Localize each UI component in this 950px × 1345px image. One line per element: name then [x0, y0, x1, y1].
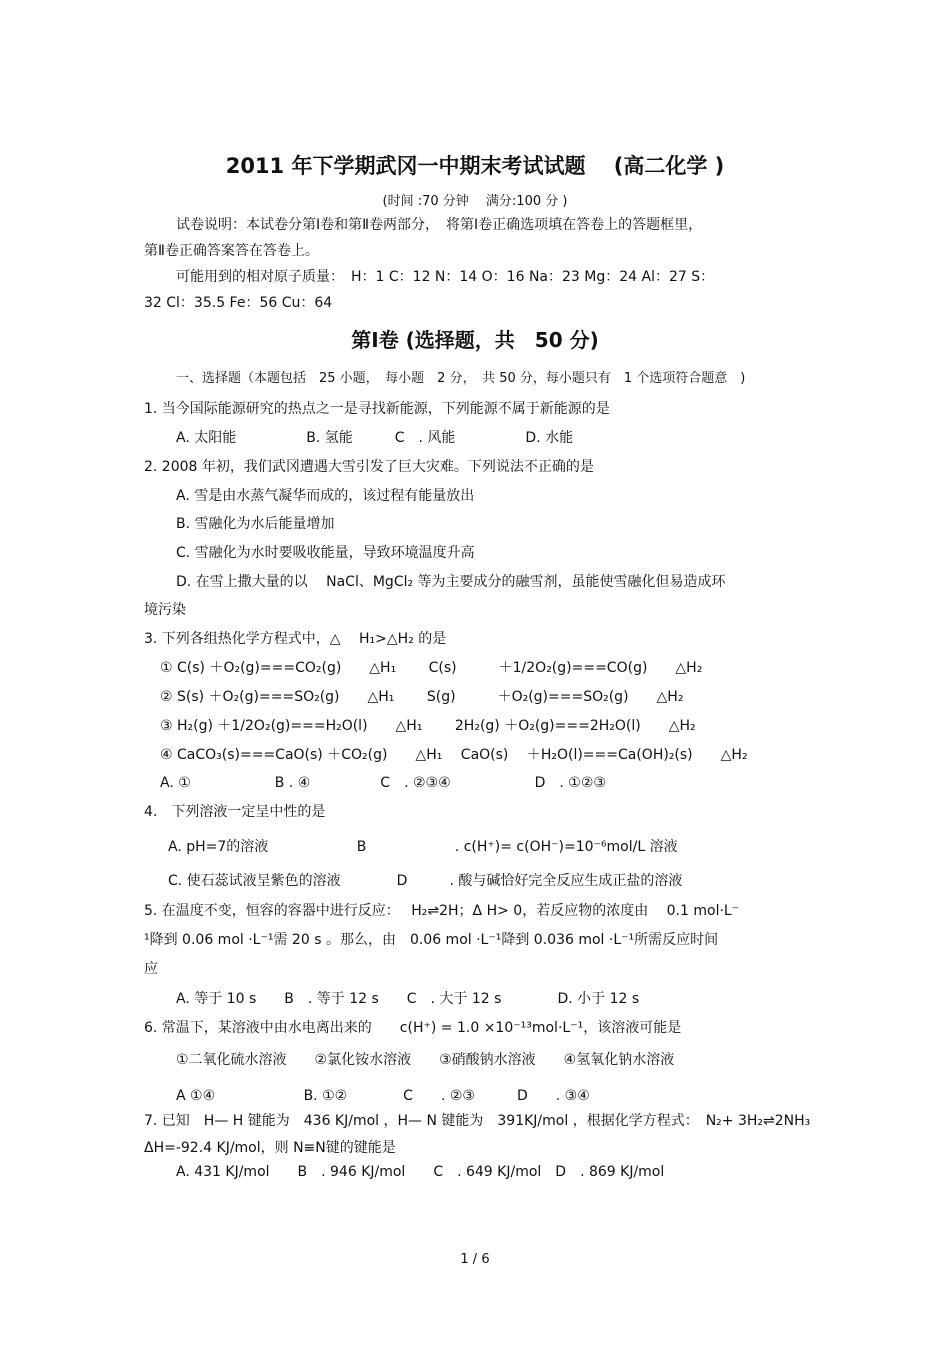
section-intro: 一、选择题（本题包括 25 小题， 每小题 2 分， 共 50 分，每小题只有 1 个选项符合题意 ) — [176, 371, 746, 386]
exam-subtitle: (时间 :70 分钟 满分:100 分 ) — [382, 194, 568, 209]
question-line: 2. 2008 年初，我们武冈遭遇大雪引发了巨大灾难。下列说法不正确的是 — [144, 459, 594, 475]
equation-line: ③ H₂(g) ＋1/2O₂(g)===H₂O(l) △H₁ 2H₂(g) ＋O₂(g)===2H₂O(l) △H₂ — [160, 718, 696, 734]
option-line: A. 等于 10 s B . 等于 12 s C . 大于 12 s D. 小于 12 s — [176, 991, 640, 1007]
exam-title: 2011 年下学期武冈一中期末考试试题 (高二化学 ) — [225, 154, 725, 178]
question-line: 7. 已知 H— H 键能为 436 KJ/mol ，H— N 键能为 391KJ/mol ，根据化学方程式： N₂+ 3H₂⇌2NH₃ — [144, 1113, 811, 1129]
option-line: A. 太阳能 B. 氢能 C . 风能 D. 水能 — [176, 430, 574, 446]
question-line: ¹降到 0.06 mol ·L⁻¹需 20 s 。那么，由 0.06 mol ·L⁻¹降到 0.036 mol ·L⁻¹所需反应时间 — [144, 932, 719, 948]
note-line: 可能用到的相对原子质量： H：1 C：12 N：14 O：16 Na：23 Mg：24 Al：27 S： — [176, 269, 715, 285]
question-line: 4. 下列溶液一定呈中性的是 — [144, 804, 326, 820]
question-line: 1. 当今国际能源研究的热点之一是寻找新能源，下列能源不属于新能源的是 — [144, 401, 610, 417]
option-line: A. 雪是由水蒸气凝华而成的，该过程有能量放出 — [176, 488, 475, 504]
option-line: ①二氧化硫水溶液 ②氯化铵水溶液 ③硝酸钠水溶液 ④氢氧化钠水溶液 — [176, 1052, 675, 1068]
option-line: A. pH=7的溶液 B . c(H⁺)= c(OH⁻)=10⁻⁶mol/L 溶液 — [168, 839, 678, 855]
page-number: 1 / 6 — [460, 1252, 490, 1267]
section-title: 第Ⅰ卷 (选择题，共 50 分) — [351, 328, 599, 352]
option-line: C. 雪融化为水时要吸收能量，导致环境温度升高 — [176, 545, 475, 561]
question-line: 5. 在温度不变，恒容的容器中进行反应： H₂⇌2H；Δ H> 0，若反应物的浓度由 0.1 mol·L⁻ — [144, 903, 740, 919]
note-line: 第Ⅱ卷正确答案答在答卷上。 — [144, 243, 319, 259]
option-line: A. ① B . ④ C . ②③④ D . ①②③ — [160, 775, 606, 791]
option-line: C. 使石蕊试液呈紫色的溶液 D . 酸与碱恰好完全反应生成正盐的溶液 — [168, 873, 683, 889]
option-line: D. 在雪上撒大量的以 NaCl、MgCl₂ 等为主要成分的融雪剂，虽能使雪融化但易造成环 — [176, 574, 726, 590]
question-line: 境污染 — [144, 602, 186, 618]
note-line: 32 Cl：35.5 Fe：56 Cu：64 — [144, 295, 333, 311]
question-line: 应 — [144, 961, 158, 977]
option-line: A. 431 KJ/mol B . 946 KJ/mol C . 649 KJ/mol D . 869 KJ/mol — [176, 1164, 665, 1180]
option-line: A ①④ B. ①② C . ②③ D . ③④ — [176, 1088, 590, 1104]
question-line: 6. 常温下，某溶液中由水电离出来的 c(H⁺) = 1.0 ×10⁻¹³mol·L⁻¹，该溶液可能是 — [144, 1020, 682, 1036]
question-line: 3. 下列各组热化学方程式中，△ H₁>△H₂ 的是 — [144, 631, 447, 647]
question-line: ΔH=-92.4 KJ/mol，则 N≡N键的键能是 — [144, 1140, 396, 1156]
equation-line: ④ CaCO₃(s)===CaO(s) ＋CO₂(g) △H₁ CaO(s) ＋H₂O(l)===Ca(OH)₂(s) △H₂ — [160, 747, 748, 763]
equation-line: ② S(s) ＋O₂(g)===SO₂(g) △H₁ S(g) ＋O₂(g)===SO₂(g) △H₂ — [160, 689, 684, 705]
option-line: B. 雪融化为水后能量增加 — [176, 516, 335, 532]
note-line: 试卷说明：本试卷分第Ⅰ卷和第Ⅱ卷两部分， 将第Ⅰ卷正确选项填在答卷上的答题框里， — [176, 217, 703, 233]
equation-line: ① C(s) ＋O₂(g)===CO₂(g) △H₁ C(s) ＋1/2O₂(g)===CO(g) △H₂ — [160, 660, 703, 676]
